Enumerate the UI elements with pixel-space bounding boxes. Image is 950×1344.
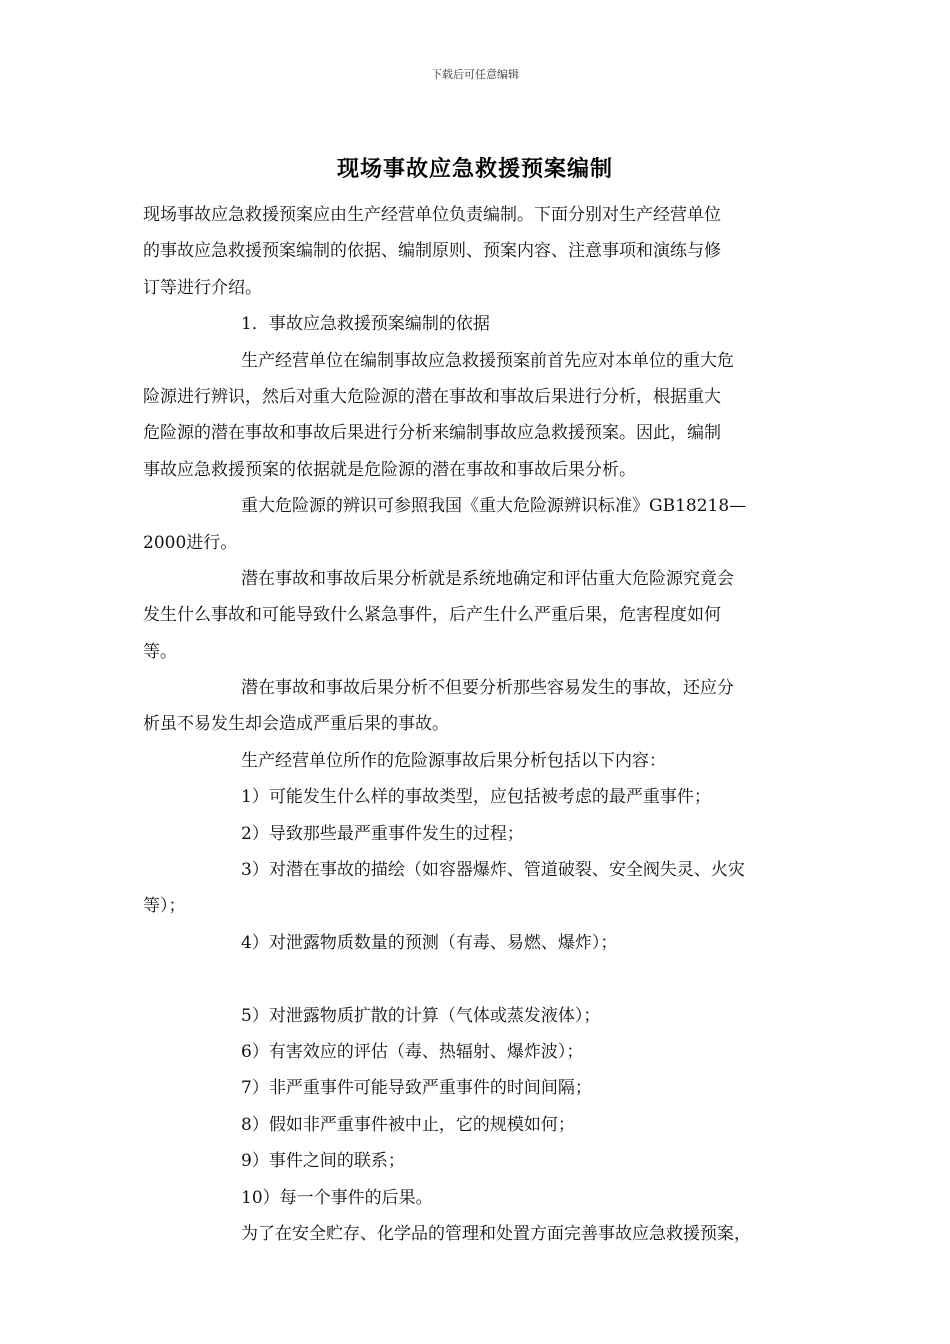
paragraph-line: 潜在事故和事故后果分析不但要分析那些容易发生的事故，还应分 xyxy=(241,678,734,699)
list-item: 10）每一个事件的后果。 xyxy=(241,1187,433,1208)
section-heading: 1．事故应急救援预案编制的依据 xyxy=(241,314,490,335)
list-item: 9）事件之间的联系； xyxy=(241,1151,405,1172)
paragraph-line: 事故应急救援预案的依据就是危险源的潜在事故和事故后果分析。 xyxy=(143,459,636,480)
paragraph-line: 危险源的潜在事故和事故后果进行分析来编制事故应急救援预案。因此，编制 xyxy=(143,423,721,444)
paragraph-line: 重大危险源的辨识可参照我国《重大危险源辨识标准》GB18218— xyxy=(241,496,747,517)
paragraph-line: 险源进行辨识，然后对重大危险源的潜在事故和事故后果进行分析，根据重大 xyxy=(143,386,721,407)
list-item: 2）导致那些最严重事件发生的过程； xyxy=(241,823,524,844)
document-body xyxy=(143,197,811,1252)
list-item: 5）对泄露物质扩散的计算（气体或蒸发液体）； xyxy=(241,1005,601,1026)
paragraph-line: 2000进行。 xyxy=(143,532,238,553)
paragraph-line: 生产经营单位所作的危险源事故后果分析包括以下内容： xyxy=(241,750,666,771)
blank-line xyxy=(143,961,811,997)
paragraph-line: 潜在事故和事故后果分析就是系统地确定和评估重大危险源究竟会 xyxy=(241,568,734,589)
paragraph-line: 订等进行介绍。 xyxy=(143,277,262,298)
paragraph-line: 现场事故应急救援预案应由生产经营单位负责编制。下面分别对生产经营单位 xyxy=(143,205,721,225)
paragraph-line: 发生什么事故和可能导致什么紧急事件，后产生什么严重后果，危害程度如何 xyxy=(143,605,721,626)
list-item: 8）假如非严重事件被中止，它的规模如何； xyxy=(241,1114,575,1135)
list-item: 6）有害效应的评估（毒、热辐射、爆炸波）； xyxy=(241,1041,584,1062)
list-item: 1）可能发生什么样的事故类型，应包括被考虑的最严重事件； xyxy=(241,787,711,808)
document-title: 现场事故应急救援预案编制 xyxy=(336,156,613,182)
paragraph-line: 的事故应急救援预案编制的依据、编制原则、预案内容、注意事项和演练与修 xyxy=(143,241,721,262)
paragraph-line: 析虽不易发生却会造成严重后果的事故。 xyxy=(143,714,449,735)
list-item: 3）对潜在事故的描绘（如容器爆炸、管道破裂、安全阀失灵、火灾 xyxy=(241,860,745,881)
list-item: 4）对泄露物质数量的预测（有毒、易燃、爆炸）； xyxy=(241,932,618,953)
paragraph-line: 为了在安全贮存、化学品的管理和处置方面完善事故应急救援预案， xyxy=(241,1223,751,1244)
list-item-continuation: 等）； xyxy=(143,896,186,917)
page-header: 下载后可任意编辑 xyxy=(431,68,519,81)
paragraph-line: 生产经营单位在编制事故应急救援预案前首先应对本单位的重大危 xyxy=(241,350,734,371)
list-item: 7）非严重事件可能导致严重事件的时间间隔； xyxy=(241,1078,592,1099)
paragraph-line: 等。 xyxy=(143,641,177,662)
